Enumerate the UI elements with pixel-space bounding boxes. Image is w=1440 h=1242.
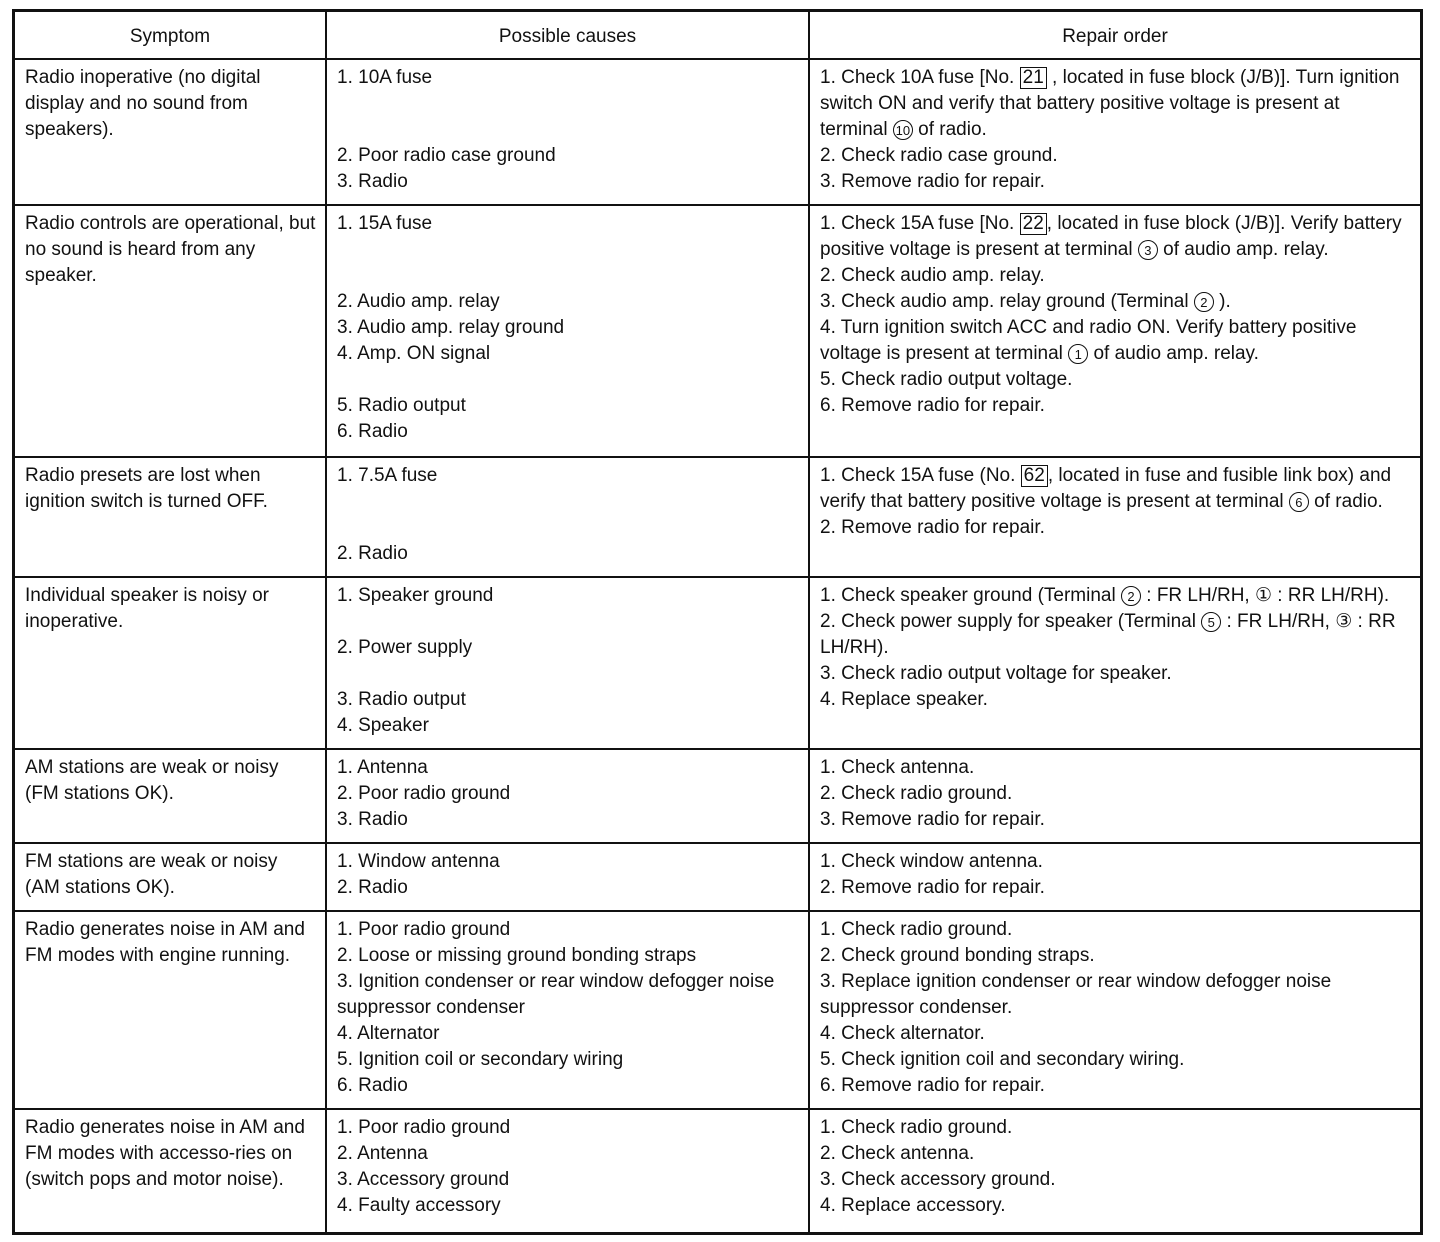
repair-item (820, 1073, 1412, 1099)
repair-item (820, 917, 1412, 943)
cause-item: 1. Poor radio ground (337, 1117, 511, 1138)
symptom-cell (15, 911, 326, 1109)
repair-text: 1. Check 15A fuse (No. (820, 465, 1021, 486)
repair-text: 4. Check alternator. (820, 1023, 985, 1044)
cause-spacer (337, 515, 800, 541)
terminal-number-circle: 2 (1121, 586, 1141, 606)
repair-text: 3. Check accessory ground. (820, 1169, 1056, 1190)
header-row (15, 12, 1420, 59)
symptom-cell (15, 205, 326, 457)
repair-text: , located in fuse block (J/B)]. Verify battery positive voltage is present at terminal (820, 213, 1402, 260)
repair-text: 1. Check antenna. (820, 757, 975, 778)
terminal-number-circle: 5 (1201, 612, 1221, 632)
repair-item (820, 393, 1412, 419)
repair-item (820, 875, 1412, 901)
cause-spacer (337, 117, 800, 143)
symptom-text: Radio controls are operational, but no sound is heard from any speaker. (25, 213, 316, 286)
repair-item (820, 583, 1412, 609)
symptom-cell (15, 843, 326, 911)
repair-text: 4. Turn ignition switch ACC and radio ON. Verify battery positive voltage is present at terminal (820, 317, 1357, 364)
repair-text: 3. Remove radio for repair. (820, 171, 1045, 192)
repair-item (820, 849, 1412, 875)
cause-item: 4. Faulty accessory (337, 1195, 501, 1216)
symptom-text: Radio generates noise in AM and FM modes with accesso-ries on (switch pops and motor noise). (25, 1117, 305, 1190)
repair-text: : FR LH/RH, ③ : RR LH/RH). (820, 611, 1396, 658)
cause-item: 4. Amp. ON signal (337, 343, 491, 364)
causes-cell (326, 1109, 809, 1235)
cause-item: 5. Radio output (337, 395, 466, 416)
cause-spacer (337, 237, 800, 263)
repair-item (820, 289, 1412, 315)
repair-text: of audio amp. relay. (1157, 239, 1329, 260)
cause-spacer (337, 263, 800, 289)
causes-cell (326, 911, 809, 1109)
repair-text: 5. Check radio output voltage. (820, 369, 1073, 390)
repair-item (820, 943, 1412, 969)
repair-text: 1. Check window antenna. (820, 851, 1043, 872)
table-row (15, 1109, 1420, 1235)
cause-item: 3. Ignition condenser or rear window defogger noise suppressor condenser (337, 971, 775, 1018)
cause-item: 3. Audio amp. relay ground (337, 317, 565, 338)
repair-item (820, 609, 1412, 661)
repair-item (820, 781, 1412, 807)
repair-item (820, 1021, 1412, 1047)
table-row (15, 911, 1420, 1109)
repairs-cell (809, 911, 1420, 1109)
table-row (15, 457, 1420, 577)
repair-item (820, 1047, 1412, 1073)
causes-cell (326, 457, 809, 577)
repair-text: , located in fuse and fusible link box) and verify that battery positive voltage is present at terminal (820, 465, 1392, 512)
cause-spacer (337, 661, 800, 687)
cause-spacer (337, 367, 800, 393)
repair-text: 5. Check ignition coil and secondary wiring. (820, 1049, 1185, 1070)
symptom-text: AM stations are weak or noisy (FM stations OK). (25, 757, 279, 804)
symptom-text: Radio generates noise in AM and FM modes with engine running. (25, 919, 305, 966)
repair-text: 1. Check radio ground. (820, 1117, 1013, 1138)
repair-text: 1. Check 10A fuse [No. (820, 67, 1020, 88)
symptom-text: FM stations are weak or noisy (AM stations OK). (25, 851, 278, 898)
cause-item: 1. Antenna (337, 757, 428, 778)
repair-text: of audio amp. relay. (1088, 343, 1259, 364)
repair-text: 4. Replace accessory. (820, 1195, 1006, 1216)
cause-item: 6. Radio (337, 421, 408, 442)
repair-item (820, 315, 1412, 367)
repair-text: of radio. (912, 119, 987, 140)
cause-item: 2. Audio amp. relay (337, 291, 500, 312)
repair-item (820, 969, 1412, 1021)
cause-item: 2. Poor radio ground (337, 783, 511, 804)
symptom-cell (15, 457, 326, 577)
repairs-cell (809, 843, 1420, 911)
troubleshooting-table (15, 12, 1420, 1235)
terminal-number-circle: 6 (1289, 492, 1309, 512)
table-row (15, 749, 1420, 843)
repair-item (820, 263, 1412, 289)
table-row (15, 59, 1420, 205)
cause-item: 4. Alternator (337, 1023, 440, 1044)
repair-text: 4. Replace speaker. (820, 689, 988, 710)
cause-item: 3. Radio output (337, 689, 466, 710)
cause-item: 1. 7.5A fuse (337, 465, 438, 486)
cause-item: 2. Loose or missing ground bonding straps (337, 945, 697, 966)
table-row (15, 205, 1420, 457)
cause-item: 2. Poor radio case ground (337, 145, 556, 166)
symptom-cell (15, 749, 326, 843)
repair-item (820, 1141, 1412, 1167)
repairs-cell (809, 457, 1420, 577)
cause-item: 2. Radio (337, 543, 408, 564)
symptom-cell (15, 59, 326, 205)
troubleshooting-table-frame (12, 9, 1423, 1235)
repair-item (820, 1193, 1412, 1219)
fuse-number-box: 21 (1020, 67, 1047, 89)
cause-item: 5. Ignition coil or secondary wiring (337, 1049, 624, 1070)
header-symptom: Symptom (15, 12, 326, 59)
repair-item (820, 211, 1412, 263)
repair-text: 1. Check speaker ground (Terminal (820, 585, 1121, 606)
repair-text: 2. Remove radio for repair. (820, 877, 1045, 898)
repair-item (820, 143, 1412, 169)
repair-item (820, 515, 1412, 541)
table-body (15, 59, 1420, 1235)
cause-item: 1. Window antenna (337, 851, 500, 872)
repair-text: : FR LH/RH, ① : RR LH/RH). (1140, 585, 1390, 606)
repair-text: 2. Check ground bonding straps. (820, 945, 1095, 966)
repairs-cell (809, 1109, 1420, 1235)
repair-item (820, 1167, 1412, 1193)
causes-cell (326, 205, 809, 457)
symptom-cell (15, 577, 326, 749)
repair-text: 3. Remove radio for repair. (820, 809, 1045, 830)
repair-item (820, 65, 1412, 143)
symptom-text: Radio presets are lost when ignition switch is turned OFF. (25, 465, 268, 512)
causes-cell (326, 59, 809, 205)
terminal-number-circle: 2 (1194, 292, 1214, 312)
repair-text: ). (1213, 291, 1231, 312)
header-possible-causes: Possible causes (326, 12, 809, 59)
cause-item: 3. Accessory ground (337, 1169, 510, 1190)
repair-item (820, 687, 1412, 713)
repair-text: , located in fuse block (J/B)]. Turn ignition switch ON and verify that battery positive voltage is present at terminal (820, 67, 1400, 140)
repair-item (820, 463, 1412, 515)
cause-item: 3. Radio (337, 171, 408, 192)
cause-spacer (337, 91, 800, 117)
table-row (15, 577, 1420, 749)
terminal-number-circle: 3 (1138, 240, 1158, 260)
repair-text: 2. Check power supply for speaker (Terminal (820, 611, 1202, 632)
repair-text: 6. Remove radio for repair. (820, 1075, 1045, 1096)
repair-text: 1. Check radio ground. (820, 919, 1013, 940)
repair-text: 2. Check radio ground. (820, 783, 1013, 804)
cause-item: 4. Speaker (337, 715, 429, 736)
repair-item (820, 169, 1412, 195)
symptom-text: Individual speaker is noisy or inoperative. (25, 585, 269, 632)
cause-item: 2. Radio (337, 877, 408, 898)
cause-item: 2. Antenna (337, 1143, 428, 1164)
repair-item (820, 661, 1412, 687)
cause-item: 3. Radio (337, 809, 408, 830)
symptom-cell (15, 1109, 326, 1235)
repair-item (820, 367, 1412, 393)
cause-spacer (337, 609, 800, 635)
repair-text: 2. Check audio amp. relay. (820, 265, 1045, 286)
repair-item (820, 807, 1412, 833)
cause-spacer (337, 489, 800, 515)
causes-cell (326, 577, 809, 749)
repairs-cell (809, 59, 1420, 205)
causes-cell (326, 843, 809, 911)
repair-item (820, 755, 1412, 781)
terminal-number-circle: 10 (893, 120, 913, 140)
table-row (15, 843, 1420, 911)
repair-text: 3. Check audio amp. relay ground (Terminal (820, 291, 1194, 312)
fuse-number-box: 62 (1021, 465, 1048, 487)
repair-text: 3. Replace ignition condenser or rear window defogger noise suppressor condenser. (820, 971, 1332, 1018)
repairs-cell (809, 205, 1420, 457)
repair-text: 2. Check radio case ground. (820, 145, 1058, 166)
header-repair-order: Repair order (809, 12, 1420, 59)
causes-cell (326, 749, 809, 843)
repair-text: 2. Check antenna. (820, 1143, 975, 1164)
cause-item: 1. Speaker ground (337, 585, 494, 606)
cause-item: 2. Power supply (337, 637, 473, 658)
cause-item: 6. Radio (337, 1075, 408, 1096)
repairs-cell (809, 577, 1420, 749)
terminal-number-circle: 1 (1068, 344, 1088, 364)
repair-item (820, 1115, 1412, 1141)
cause-item: 1. Poor radio ground (337, 919, 511, 940)
repair-text: 2. Remove radio for repair. (820, 517, 1045, 538)
cause-item: 1. 10A fuse (337, 67, 433, 88)
repair-text: 1. Check 15A fuse [No. (820, 213, 1020, 234)
repair-text: of radio. (1308, 491, 1383, 512)
fuse-number-box: 22 (1020, 213, 1047, 235)
cause-item: 1. 15A fuse (337, 213, 433, 234)
symptom-text: Radio inoperative (no digital display and no sound from speakers). (25, 67, 261, 140)
repairs-cell (809, 749, 1420, 843)
repair-text: 6. Remove radio for repair. (820, 395, 1045, 416)
repair-text: 3. Check radio output voltage for speaker. (820, 663, 1172, 684)
